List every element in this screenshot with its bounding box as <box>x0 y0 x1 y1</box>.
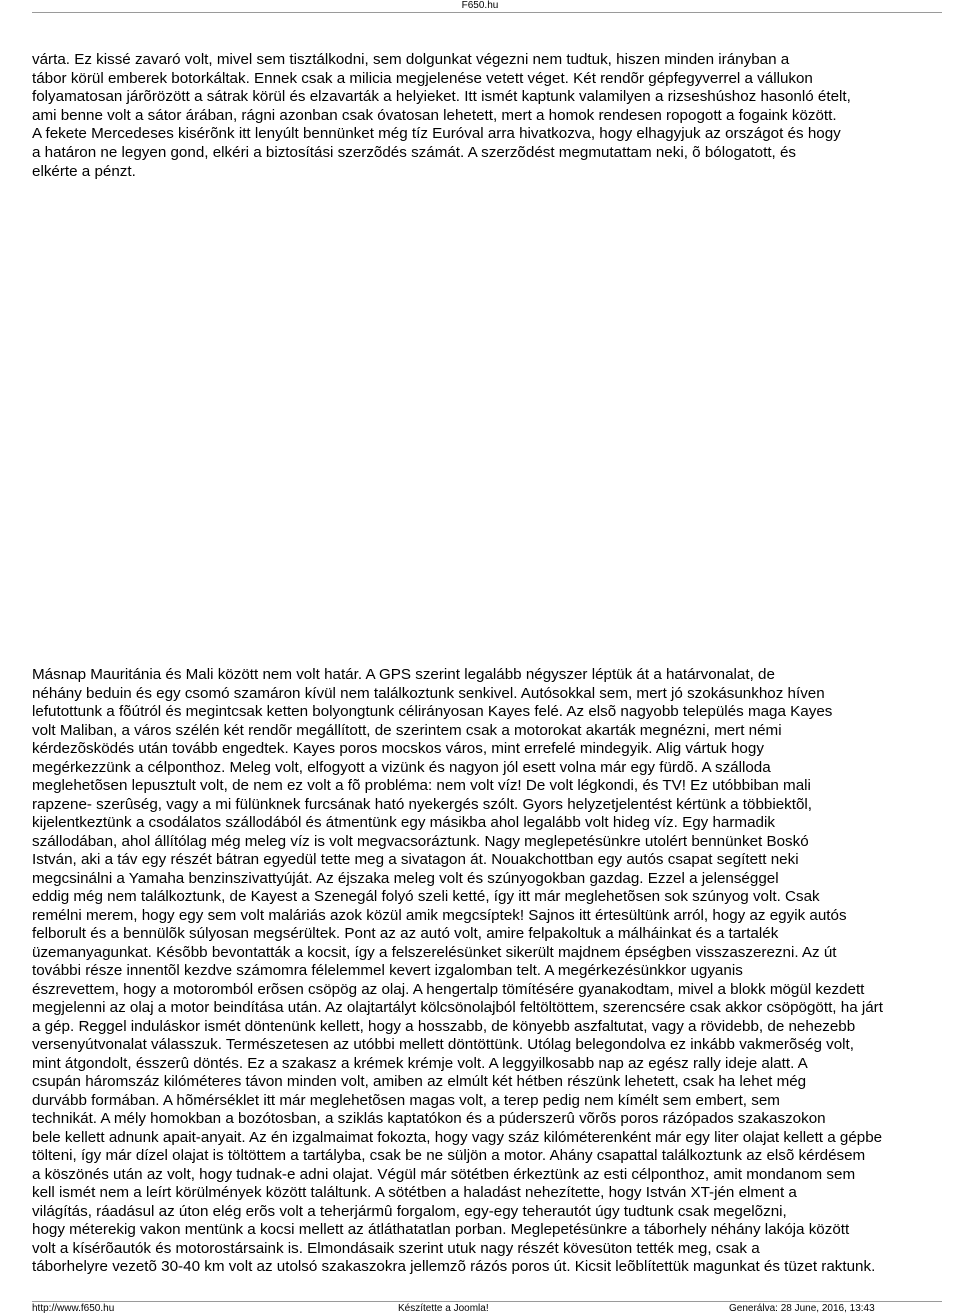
page-header-title: F650.hu <box>461 0 499 11</box>
paragraph-line: kijelentkeztünk a csodálatos szállodából és átmentünk egy másikba ahol legalább volt hideg víz. Egy harmadik <box>32 814 775 831</box>
paragraph-line: további része innentõl kezdve számomra félelemmel kevert izgalomban telt. A megérkezésünkkor ugyanis <box>32 962 743 979</box>
paragraph-line: ami benne volt a sátor árában, rágni azonban csak óvatosan lehetett, mert a homok rendesen ropogott a fogaink között. <box>32 106 837 124</box>
footer-divider <box>32 1301 942 1302</box>
paragraph-line: lefutottunk a fõútról és megintcsak ketten bolyongtunk célirányosan Kayes felé. Az elsõ nagyobb település maga Kayes <box>32 703 833 720</box>
paragraph-line: felborult és a bennülõk súlyosan megsérültek. Pont az az autó volt, amire felpakoltuk a málháinkat és a tartalék <box>32 925 779 942</box>
paragraph-line: volt a kísérõautók és motorostársaink is. Elmondásaik szerint utuk nagy részét kövesüton tették meg, csak a <box>32 1239 760 1257</box>
paragraph-line: Másnap Mauritánia és Mali között nem volt határ. A GPS szerint legalább négyszer léptük át a határvonalat, de <box>32 666 775 683</box>
paragraph-line: üzemanyagunkat. Késõbb bevontatták a kocsit, így a felszerelésünket sikerült majdnem épségben visszaszerezni. Az út <box>32 943 837 961</box>
footer-url-link[interactable]: http://www.f650.hu <box>32 1303 115 1314</box>
footer-credit: Készítette a Joomla! <box>398 1303 489 1314</box>
paragraph-line: a határon ne legyen gond, elkéri a biztosítási szerzõdés számát. A szerzõdést megmutattam neki, õ bólogatott, és <box>32 143 797 161</box>
paragraph-line: észrevettem, hogy a motoromból erõsen csöpög az olaj. A hengertalp tömítésére gyanakodtam, mivel a blokk mögül kezdett <box>32 980 865 998</box>
paragraph-line: szállodában, ahol állítólag még meleg víz is volt megvacsoráztunk. Nagy meglepetésünkre utolért bennünket Boskó <box>32 832 809 850</box>
paragraph-line: a gép. Reggel induláskor ismét döntenünk kellett, hogy a hosszabb, de könyebb aszfaltutat, vagy a rövidebb, de nehezebb <box>32 1017 856 1035</box>
paragraph-line: csupán háromszáz kilóméteres távon minden volt, amiben az elmúlt két hétben részünk lehetett, csak ha lehet még <box>32 1073 807 1090</box>
paragraph-line: megcsinálni a Yamaha benzinszivattyúját. Az éjszaka meleg volt és szúnyogokban gazdag. Ezzel a jelenséggel <box>32 869 779 887</box>
paragraph-line: volt Maliban, a város szélén két rendõr megállított, de szerintem csak a motorokat akarták megnézni, mert némi <box>32 721 782 739</box>
paragraph-line: tábor körül emberek botorkáltak. Ennek csak a milicia megjelenése vetett véget. Két rendõr gépfegyverrel a vállukon <box>32 69 813 87</box>
article-paragraph-2 <box>32 666 958 1277</box>
paragraph-line: kell ismét nem a leírt körülmények között találtunk. A sötétben a haladást nehezítette, hogy István XT-jén elment a <box>32 1184 797 1201</box>
footer-generated-date: Generálva: 28 June, 2016, 13:43 <box>729 1303 875 1314</box>
paragraph-line: a köszönés után az volt, hogy tudnak-e adni olajat. Végül már sötétben érkeztünk az esti célponthoz, amit mondanom sem <box>32 1165 856 1183</box>
paragraph-line: versenyútvonalat válasszuk. Természetesen az utóbbi mellett döntöttünk. Utólag belegondolva ez inkább vakmerõség volt, <box>32 1036 854 1053</box>
paragraph-line: A fekete Mercedeses kisérõnk itt lenyúlt bennünket még tíz Euróval arra hivatkozva, hogy elhagyjuk az országot és hogy <box>32 125 841 143</box>
paragraph-line: bele kellett adnunk apait-anyait. Az én izgalmaimat fokozta, hogy vagy száz kilóméterenként már egy liter olajat kellett a gépbe <box>32 1128 883 1146</box>
paragraph-line: folyamatosan járõrözött a sátrak körül és elzavarták a helyieket. Itt ismét kaptunk valamilyen a rizseshúshoz hasonló ételt, <box>32 88 851 106</box>
paragraph-line: kérdezõsködés után tovább engedtek. Kayes poros mocskos város, mint errefelé mindegyik. Alig vártuk hogy <box>32 740 764 757</box>
paragraph-line: várta. Ez kissé zavaró volt, mivel sem tisztálkodni, sem dolgunkat végezni nem tudtuk, hiszen minden irányban a <box>32 51 790 68</box>
paragraph-line: megjelenni az olaj a motor beindítása után. Az olajtartályt kölcsönolajból feltöltöttem, szerencsére csak akkor csöpögött, ha járt <box>32 999 883 1016</box>
paragraph-line: meglehetõsen lepusztult volt, de nem ez volt a fõ probléma: nem volt víz! De volt légkondi, és TV! Ez utóbbiban mali <box>32 777 811 794</box>
paragraph-line: néhány beduin és egy csomó szamáron kívül nem találkoztunk senkivel. Autósokkal sem, mert jó szokásunkhoz híven <box>32 684 825 702</box>
paragraph-line: rapzene- szerûség, vagy a mi fülünknek furcsának ható nyekergés szólt. Gyors helyzetjelentést kértünk a többiektõl, <box>32 795 813 813</box>
paragraph-line: tölteni, így már dízel olajat is töltöttem a tartályba, csak be ne süljön a motor. Ahány csapattal találkoztunk az elsõ kérdésem <box>32 1147 866 1164</box>
paragraph-line: táborhelyre vezetõ 30-40 km volt az utolsó szakaszokra jellemzõ rázós poros út. Kicsit leõblítettük magunkat és tüzet raktunk. <box>32 1258 876 1275</box>
paragraph-line: durvább formában. A hõmérséklet itt már meglehetõsen magas volt, a terep pedig nem kímélt sem embert, sem <box>32 1091 780 1109</box>
paragraph-line: eddig még nem találkoztunk, de Kayest a Szenegál folyó szeli ketté, így itt már meglehetõsen sok szúnyog volt. Csak <box>32 888 820 905</box>
paragraph-line: technikát. A mély homokban a bozótosban, a sziklás kaptatókon és a púderszerû võrõs poros rázópados szakaszokon <box>32 1110 826 1127</box>
paragraph-line: mint átgondolt, ésszerû döntés. Ez a szakasz a krémek krémje volt. A leggyilkosabb nap az egész rally ideje alatt. A <box>32 1054 808 1072</box>
paragraph-line: megérkezzünk a célponthoz. Meleg volt, elfogyott a vizünk és nagyon jól esett volna már egy fürdõ. A szálloda <box>32 758 771 776</box>
paragraph-line: István, aki a táv egy részét bátran egyedül tette meg a sivatagon át. Nouakchottban egy autós csapat segített neki <box>32 851 799 868</box>
paragraph-line: világítás, ráadásul az úton elég erõs volt a teherjármû forgalom, egy-egy teherautót úgy tudtunk csak megelõzni, <box>32 1202 787 1220</box>
header-divider <box>32 12 942 13</box>
paragraph-line: elkérte a pénzt. <box>32 162 136 180</box>
article-paragraph-1 <box>32 51 958 181</box>
paragraph-line: hogy méterekig vakon mentünk a kocsi mellett az átláthatatlan porban. Meglepetésünkre a táborhely néhány lakója között <box>32 1221 850 1238</box>
paragraph-line: remélni merem, hogy egy sem volt maláriás azok közül amik megcsíptek! Sajnos itt értesültünk arról, hogy az egyik autós <box>32 906 847 924</box>
